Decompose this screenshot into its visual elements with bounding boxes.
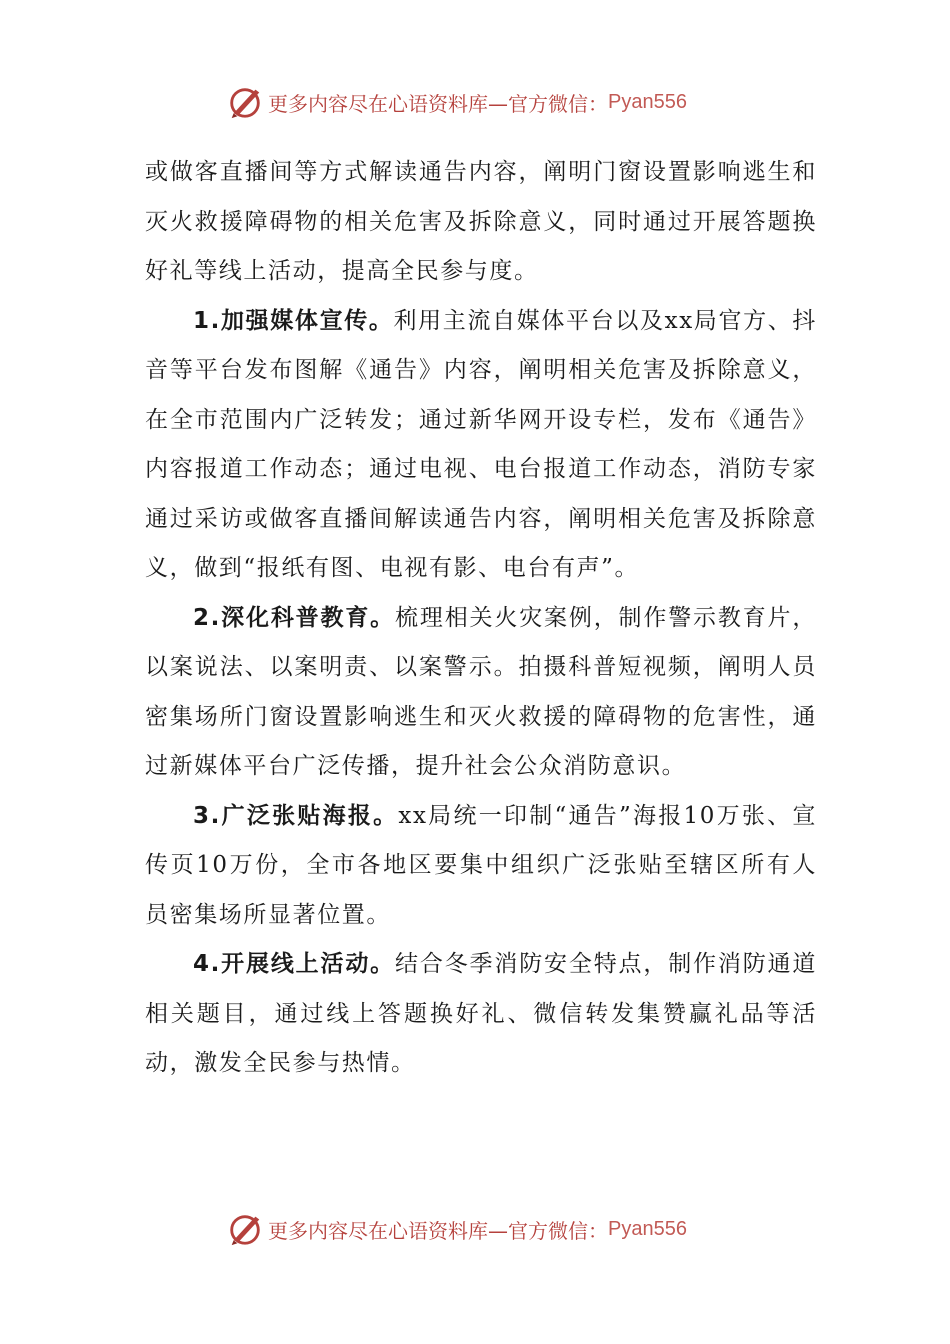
section-heading: 1.加强媒体宣传。: [193, 307, 394, 334]
header-banner: [226, 82, 746, 122]
wechat-id: Pyan556: [608, 1217, 687, 1240]
document-body: [145, 148, 817, 1089]
paragraph-posters: [145, 792, 817, 941]
paragraph-text: 结合冬季消防安全特点，制作消防通道相关题目，通过线上答题换好礼、微信转发集赞赢礼品等活动，激发全民参与热情。: [145, 951, 817, 1076]
banner-text: 更多内容尽在心语资料库—官方微信：: [268, 1218, 608, 1243]
pen-circle-icon: [226, 83, 264, 121]
section-heading: 2.深化科普教育。: [193, 604, 396, 631]
section-heading: 4.开展线上活动。: [193, 951, 396, 977]
paragraph-text: 或做客直播间等方式解读通告内容，阐明门窗设置影响逃生和灭火救援障碍物的相关危害及拆除意义，同时通过开展答题换好礼等线上活动，提高全民参与度。: [145, 159, 817, 284]
paragraph-text: 利用主流自媒体平台以及xx局官方、抖音等平台发布图解《通告》内容，阐明相关危害及拆除意义，在全市范围内广泛转发；通过新华网开设专栏，发布《通告》内容报道工作动态；通过电视、电台报道工作动态，消防专家通过采访或做客直播间解读通告内容，阐明相关危害及拆除意义，做到“报纸有图、电视有影、电台有声”。: [145, 307, 817, 581]
footer-banner: [226, 1209, 746, 1249]
section-heading: 3.广泛张贴海报。: [193, 802, 399, 829]
paragraph-online: [145, 940, 817, 1089]
pen-circle-icon: [226, 1210, 264, 1248]
paragraph-intro: [145, 148, 817, 297]
banner-text: 更多内容尽在心语资料库—官方微信：: [268, 91, 608, 116]
paragraph-education: [145, 594, 817, 792]
paragraph-text: 梳理相关火灾案例，制作警示教育片，以案说法、以案明责、以案警示。拍摄科普短视频，阐明人员密集场所门窗设置影响逃生和灭火救援的障碍物的危害性，通过新媒体平台广泛传播，提升社会公众消防意识。: [145, 604, 817, 779]
wechat-id: Pyan556: [608, 90, 687, 113]
paragraph-text: xx局统一印制“通告”海报10万张、宣传页10万份，全市各地区要集中组织广泛张贴至辖区所有人员密集场所显著位置。: [145, 802, 817, 928]
paragraph-media: [145, 297, 817, 594]
